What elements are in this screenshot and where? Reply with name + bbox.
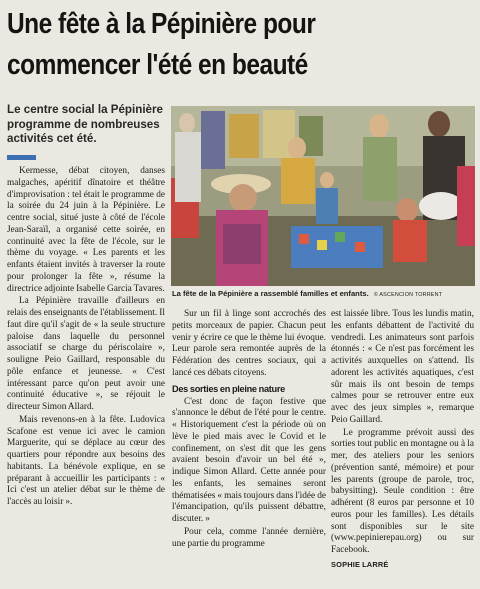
article-paragraph: Pour cela, comme l'année dernière, une partie du programme: [172, 526, 326, 549]
photo-illustration: [171, 106, 475, 286]
lead-accent-bar: [7, 155, 36, 160]
article-paragraph: Sur un fil à linge sont accrochés des petits morceaux de papier. Chacun peut venir y écrire ce que le thème lui évoque. Leur parole sera remontée auprès de la Fédération des centres sociaux, qui a lancé ces débats citoyens.: [172, 309, 326, 378]
article-paragraph: La Pépinière travaille d'ailleurs en relais des enseignants de l'établissement. Il faut dire qu'il s'agit de « la seule structure paloise dans laquelle du personnel associatif se charge du périscolaire », souligne Peio Gaillard, responsable du pôle enfance et jeunesse. « C'est intéressant parce qu'on peut avoir une continuité éducative », se réjouit le directeur Simon Allard.: [7, 296, 165, 412]
photo-caption: [172, 289, 475, 300]
headline-line-1: Une fête à la Pépinière pour: [7, 8, 316, 40]
article-photo: [171, 106, 475, 286]
author-byline: SOPHIE LARRÉ: [331, 559, 389, 569]
section-subheading: Des sorties en pleine nature: [172, 383, 285, 394]
article-column-1: [7, 166, 165, 509]
article-column-3: [331, 309, 474, 571]
article-paragraph: Mais revenons-en à la fête. Ludovica Scafone est venue ici avec le camion Marguerite, qui se déplace au cœur des quartiers pour répondre aux besoins des habitants. La bénévole explique, en se préparant à accueillir les participants : « Ici c'est un atelier débat sur le thème de l'accès au loisir ».: [7, 414, 165, 507]
photo-caption-text: La fête de la Pépinière a rassemblé familles et enfants.: [172, 289, 369, 298]
photo-credit: © ASCENCION TORRENT: [373, 292, 443, 298]
article-paragraph: Le programme prévoit aussi des sorties tout public en montagne ou à la mer, des ateliers pour les seniors (prévention santé, mémoire) et pour les parents (groupe de parole, troc, babysitting). Seule condition : être adhérent (8 euros par personne et 10 euros pour les familles). Les détails sont disponibles sur le site (www.pepinierepau.org) ou sur Facebook.: [331, 427, 474, 555]
headline: [7, 4, 409, 86]
article-paragraph: Kermesse, débat citoyen, danses malgaches, apéritif dînatoire et théâtre d'improvisation : tel était le programme de la soirée du 24 juin à la Pépinière. Le centre social, situé juste à côté de l'école Jean-Saraïl, a organisé cette soirée, en continuité avec la fête de l'école, sur le thème du voyage. « Les parents et les enfants étaient invités à traverser la route pour prolonger la fête », résume la directrice adjointe Isabelle Garcia Tavares.: [7, 166, 165, 294]
article-paragraph: C'est donc de façon festive que s'annonce le début de l'été pour le centre. « Historiquement c'est la période où on lève le pied mais avec le Covid et le confinement, on s'est dit que les gens avaient besoin d'avoir un bel été », indique Simon Allard. Cette année pour les enfants, les semaines seront thématisées « mais toujours dans l'idée de l'émancipation, qu'ils puissent débattre, discuter. »: [172, 396, 326, 524]
article-column-2: [172, 309, 326, 550]
headline-line-2: commencer l'été en beauté: [7, 49, 308, 81]
article-paragraph: est laissée libre. Tous les lundis matin, les enfants débattent de l'activité du vendredi. Les animateurs sont parfois étonnés : « Ce n'est pas forcément les activités auxquelles on s'attend. Ils adorent les activités aquatiques, c'est sûr mais ils ont besoin de temps calmes pour se retrouver entre eux avec des jeux simples », remarque Peio Gaillard.: [331, 309, 474, 425]
lead-paragraph: Le centre social la Pépinière programme de nombreuses activités cet été.: [7, 103, 163, 145]
